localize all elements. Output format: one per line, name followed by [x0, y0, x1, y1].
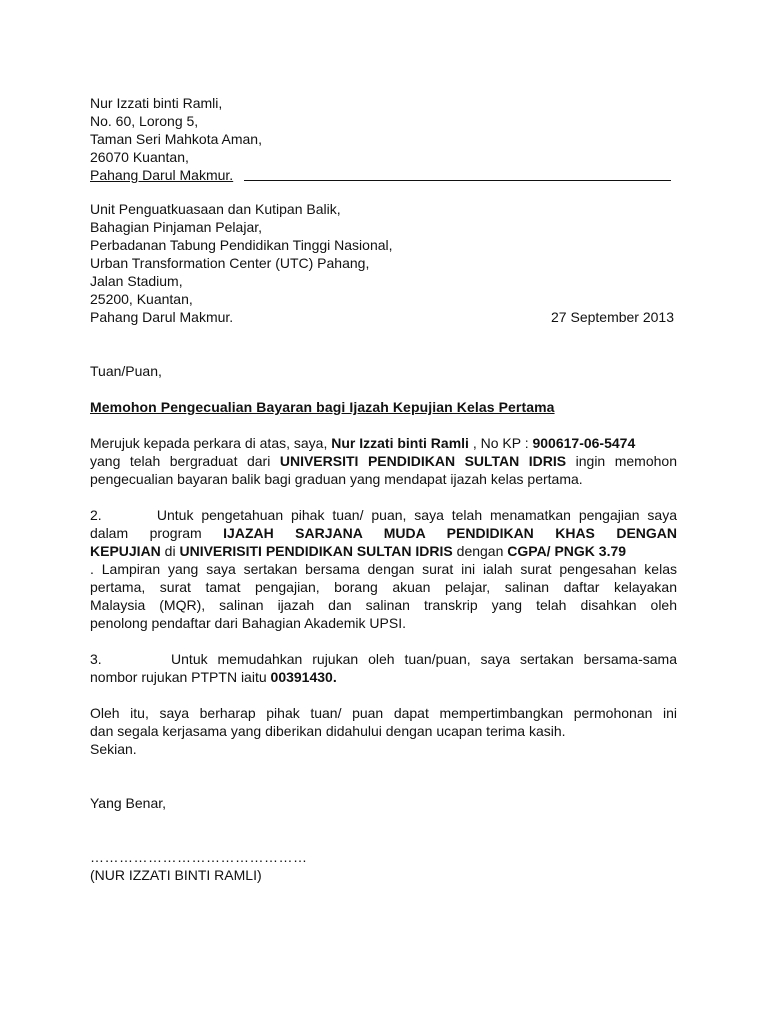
- para3-line2: [90, 668, 337, 686]
- text-run: dalam program: [90, 525, 224, 541]
- program-name-cont: KEPUJIAN: [90, 543, 161, 559]
- text-run: Merujuk kepada perkara di atas, saya,: [90, 435, 332, 451]
- para3-line1: 3. Untuk memudahkan rujukan oleh tuan/puan, saya sertakan bersama-sama: [90, 651, 677, 667]
- sender-name: Nur Izzati binti Ramli,: [90, 95, 223, 111]
- recipient-line: Urban Transformation Center (UTC) Pahang,: [90, 255, 370, 271]
- recipient-line: Bahagian Pinjaman Pelajar,: [90, 219, 263, 235]
- signature-name: (NUR IZZATI BINTI RAMLI): [90, 867, 262, 883]
- para1-line1: [90, 434, 635, 452]
- text-run: , No KP :: [468, 435, 533, 451]
- text-run: dengan: [452, 543, 508, 559]
- para1-line3: pengecualian bayaran balik bagi graduan yang mendapat ijazah kelas pertama.: [90, 471, 583, 487]
- para2-line6: Malaysia (MQR), salinan ijazah dan salinan transkrip yang telah disahkan oleh: [90, 597, 677, 613]
- closing-line1: Oleh itu, saya berharap pihak tuan/ puan dapat mempertimbangkan permohonan ini: [90, 705, 677, 721]
- university-name: UNIVERSITI PENDIDIKAN SULTAN IDRIS: [279, 453, 567, 469]
- text-run: ingin memohon: [566, 453, 677, 469]
- letter-subject: Memohon Pengecualian Bayaran bagi Ijazah Kepujian Kelas Pertama: [90, 399, 555, 415]
- para1-line2: [90, 452, 677, 470]
- text-run: di: [160, 543, 180, 559]
- para2-line5: pertama, surat tamat pengajian, borang akuan pelajar, salinan daftar kelayakan: [90, 579, 677, 595]
- sender-address-line: Pahang Darul Makmur.: [90, 167, 234, 183]
- sender-underline-rule: [244, 180, 671, 181]
- sender-address-line: 26070 Kuantan,: [90, 149, 189, 165]
- signature-dots: ………………………………………: [90, 849, 308, 865]
- sender-address-line: No. 60, Lorong 5,: [90, 113, 199, 129]
- recipient-line: 25200, Kuantan,: [90, 291, 193, 307]
- ic-number: 900617-06-5474: [532, 435, 636, 451]
- recipient-line: Unit Penguatkuasaan dan Kutipan Balik,: [90, 201, 341, 217]
- closing-line2: dan segala kerjasama yang diberikan didahului dengan ucapan terima kasih.: [90, 723, 566, 739]
- salutation: Tuan/Puan,: [90, 363, 162, 379]
- recipient-line: Jalan Stadium,: [90, 273, 183, 289]
- para2-line3: [90, 542, 626, 560]
- cgpa-value: CGPA/ PNGK 3.79: [507, 543, 627, 559]
- recipient-line: Perbadanan Tabung Pendidikan Tinggi Nasional,: [90, 237, 393, 253]
- recipient-line: Pahang Darul Makmur.: [90, 309, 234, 325]
- program-name: IJAZAH SARJANA MUDA PENDIDIKAN KHAS DENGAN: [223, 525, 677, 541]
- para2-line7: penolong pendaftar dari Bahagian Akademik UPSI.: [90, 615, 406, 631]
- university-name: UNIVERISITI PENDIDIKAN SULTAN IDRIS: [179, 543, 453, 559]
- ptptn-reference: 00391430.: [270, 669, 337, 685]
- text-run: nombor rujukan PTPTN iaitu: [90, 669, 271, 685]
- text-run: yang telah bergraduat dari: [90, 453, 280, 469]
- para2-line4: . Lampiran yang saya sertakan bersama dengan surat ini ialah surat pengesahan kelas: [90, 561, 677, 577]
- para2-line1: 2. Untuk pengetahuan pihak tuan/ puan, saya telah menamatkan pengajian saya: [90, 507, 677, 523]
- sender-address-line: Taman Seri Mahkota Aman,: [90, 131, 262, 147]
- closing-line3: Sekian.: [90, 741, 137, 757]
- letter-date: 27 September 2013: [551, 309, 674, 325]
- para2-line2: [90, 524, 677, 542]
- applicant-name: Nur Izzati binti Ramli: [331, 435, 469, 451]
- signoff: Yang Benar,: [90, 795, 167, 811]
